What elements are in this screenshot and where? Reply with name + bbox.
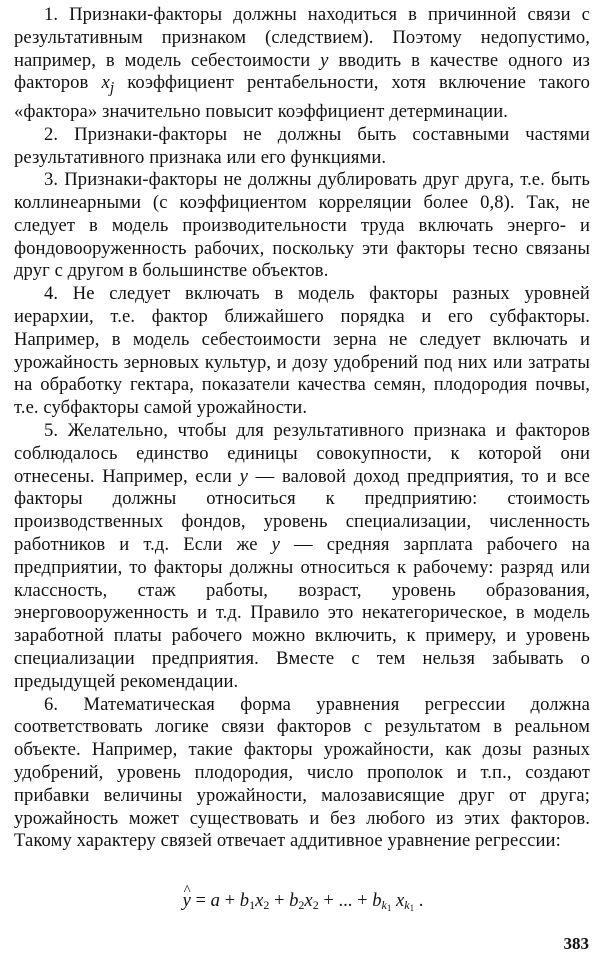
paragraph-1-text-b: вводить в качестве одного из факторов	[14, 49, 590, 94]
formula-y-hat: ^ y	[183, 888, 191, 914]
formula-x2: x	[304, 890, 313, 911]
formula-plus: +	[219, 890, 240, 911]
formula-ellipsis: + ... +	[318, 890, 373, 911]
formula-b2-subscript: 2	[298, 898, 305, 912]
paragraph-1-text-c: коэффициент рентабельности, хотя включение такого «фактора» значительно повысит коэффициент детерминации.	[14, 72, 590, 122]
paragraph-5	[14, 420, 590, 694]
formula-end: .	[414, 890, 424, 911]
variable-y: y	[320, 49, 329, 71]
paragraph-1-text-a: 1. Признаки-факторы должны находиться в причинной связи с результативным признаком (следствием). Поэтому недопустимо, например, в модель себестоимости	[14, 4, 590, 71]
formula-bk-subsubscript: 1	[386, 903, 392, 913]
formula-b1-subscript: 1	[249, 898, 256, 912]
formula-xk-subscript: k	[404, 898, 410, 912]
formula-x2-subscript: 2	[312, 898, 319, 912]
paragraph-6: 6. Математическая форма уравнения регрессии должна соответствовать логике связи факторов с результатом в реальном объекте. Например, такие факторы урожайности, как дозы разных удобрений, уровень плодородия, число прополок и т.п., создают прибавки величины урожайности, малозависящие друг от друга; урожайность может существовать и без любого из этих факторов. Такому характеру связей отвечает аддитивное уравнение регрессии:	[14, 693, 590, 852]
paragraph-4: 4. Не следует включать в модель факторы разных уровней иерархии, т.е. фактор ближайшего порядка и его субфакторы. Например, в модель себестоимости зерна не следует включать и урожайность зерновых культур, и дозу удобрений под них или затраты на обработку гектара, показатели качества семян, плодородия почвы, т.е. субфакторы самой урожайности.	[14, 283, 590, 419]
paragraph-3: 3. Признаки-факторы не должны дублировать друг друга, т.е. быть коллинеарными (с коэффициентом корреляции более 0,8). Так, не следует в модель производительности труда включать энерго- и фондовооруженность рабочих, поскольку эти факторы тесно связаны друг с другом в большинстве объектов.	[14, 169, 590, 282]
formula-bk-subscript: k	[381, 898, 387, 912]
formula-a: a	[210, 890, 220, 911]
formula-b1: b	[239, 890, 250, 911]
variable-y: y	[239, 465, 248, 487]
page-number: 383	[563, 934, 589, 953]
formula-x1-subscript: 2	[263, 898, 270, 912]
variable-y: y	[271, 534, 280, 556]
formula-x1: x	[255, 890, 264, 911]
regression-formula	[0, 888, 576, 921]
variable-x: x	[101, 72, 110, 94]
formula-xk: x	[395, 890, 405, 911]
variable-x-subscript: j	[109, 80, 115, 98]
formula-xk-subsubscript: 1	[409, 903, 415, 913]
paragraph-5-text-c: — средняя зарплата рабочего на предприятии, то факторы должны относиться к рабочему: разряд или классность, стаж работы, возраст, уровень образования, энерговооруженность и т.д. Правило это некатегорическое, в модель заработной платы рабочего можно включить, к примеру, и уровень специализации предприятия. Вместе с тем нельзя забывать о предыдущей рекомендации.	[14, 534, 590, 692]
paragraph-1	[14, 4, 590, 124]
paragraph-2: 2. Признаки-факторы не должны быть составными частями результативного признака или его функциями.	[14, 123, 590, 168]
formula-equals: =	[190, 890, 211, 911]
paragraph-5-text-b: — валовой доход предприятия, то и все факторы должны относиться к предприятию: стоимость производственных фондов, уровень специализации, численность работников и т.д. Если же	[14, 465, 590, 556]
formula-bk: b	[372, 890, 382, 911]
paragraph-5-text-a: 5. Желательно, чтобы для результативного признака и факторов соблюдалось единство единицы совокупности, к которой они отнесены. Например, если	[14, 420, 590, 487]
formula-b2: b	[289, 890, 299, 911]
page-body	[14, 4, 590, 853]
formula-plus: +	[269, 890, 290, 911]
